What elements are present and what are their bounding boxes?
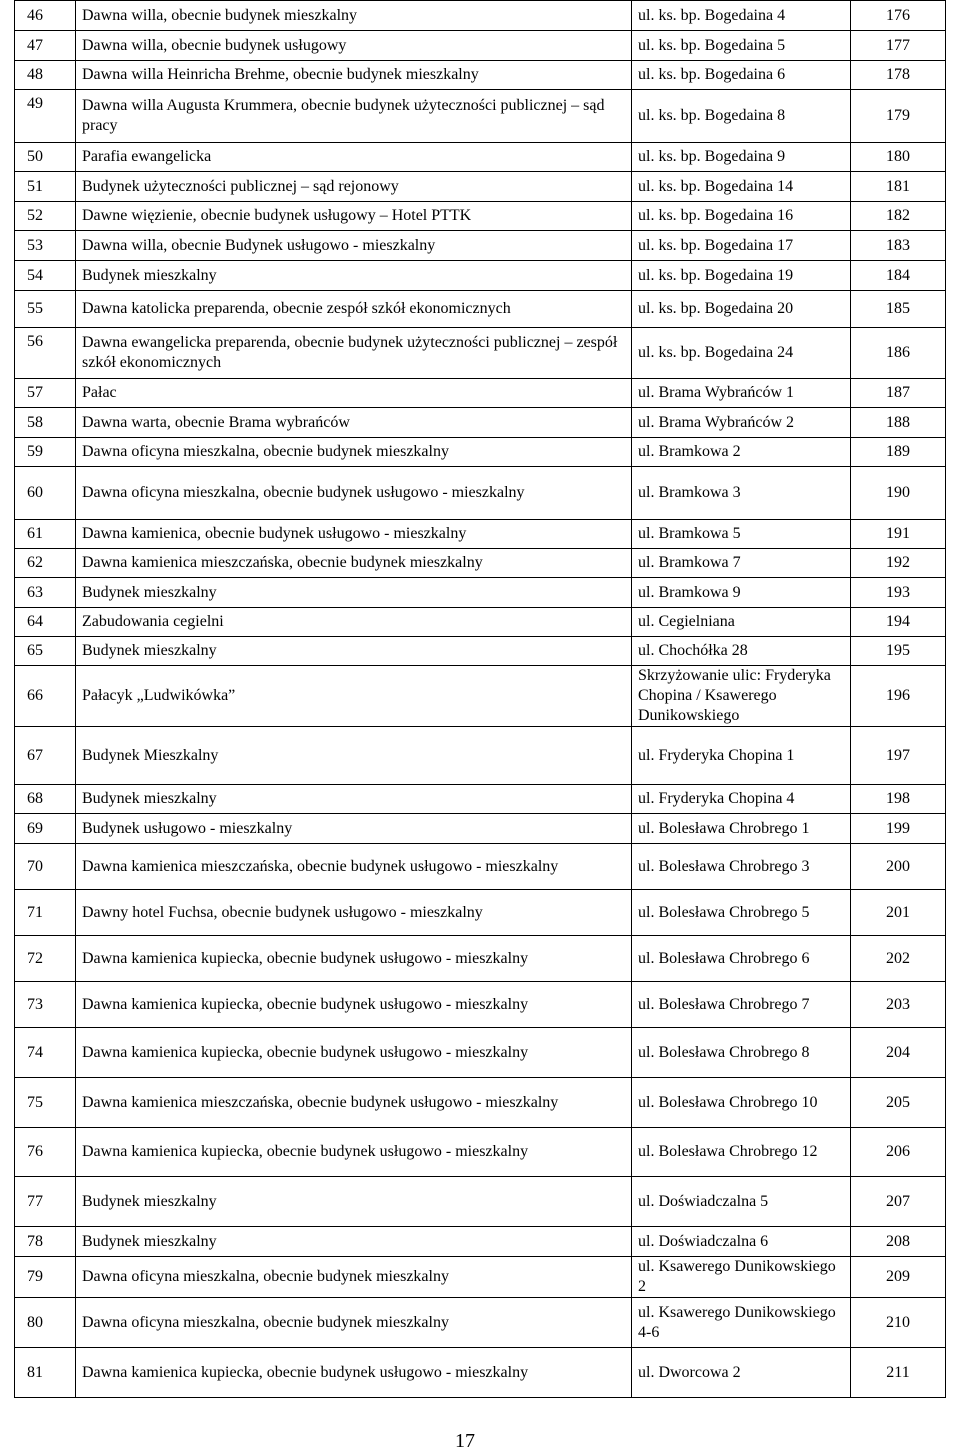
address-cell: ul. ks. bp. Bogedaina 14 (632, 172, 851, 202)
table-row (15, 549, 946, 578)
table-row (15, 261, 946, 291)
register-index-cell: 191 (851, 520, 946, 549)
register-index-cell: 197 (851, 727, 946, 785)
object-name-cell: Pałacyk „Ludwikówka” (76, 666, 632, 727)
object-name-cell: Budynek mieszkalny (76, 1227, 632, 1257)
row-number-cell: 51 (15, 172, 76, 202)
table-row (15, 379, 946, 408)
object-name-cell: Dawna kamienica kupiecka, obecnie budynek usługowo - mieszkalny (76, 982, 632, 1028)
row-number-cell: 68 (15, 785, 76, 814)
row-number-cell: 64 (15, 608, 76, 637)
object-name-cell: Budynek mieszkalny (76, 785, 632, 814)
row-number-cell: 75 (15, 1078, 76, 1128)
register-index-cell: 203 (851, 982, 946, 1028)
row-number-cell: 78 (15, 1227, 76, 1257)
row-number-cell: 56 (15, 328, 76, 379)
address-cell: ul. ks. bp. Bogedaina 9 (632, 143, 851, 172)
address-cell: ul. ks. bp. Bogedaina 16 (632, 202, 851, 231)
object-name-cell: Dawna kamienica, obecnie budynek usługowo - mieszkalny (76, 520, 632, 549)
address-cell: ul. Bolesława Chrobrego 10 (632, 1078, 851, 1128)
address-cell: ul. Fryderyka Chopina 1 (632, 727, 851, 785)
register-index-cell: 187 (851, 379, 946, 408)
table-row (15, 785, 946, 814)
table-row (15, 1348, 946, 1398)
row-number-cell: 53 (15, 231, 76, 261)
row-number-cell: 76 (15, 1128, 76, 1177)
row-number-cell: 65 (15, 637, 76, 666)
address-cell: ul. Ksawerego Dunikowskiego 4-6 (632, 1298, 851, 1348)
register-index-cell: 189 (851, 438, 946, 467)
register-index-cell: 202 (851, 936, 946, 982)
register-index-cell: 196 (851, 666, 946, 727)
address-cell: ul. Fryderyka Chopina 4 (632, 785, 851, 814)
object-name-cell: Dawna willa Heinricha Brehme, obecnie budynek mieszkalny (76, 61, 632, 90)
address-cell: ul. Cegielniana (632, 608, 851, 637)
object-name-cell: Parafia ewangelicka (76, 143, 632, 172)
table-row (15, 467, 946, 520)
table-row (15, 1177, 946, 1227)
table-row (15, 890, 946, 936)
row-number-cell: 60 (15, 467, 76, 520)
row-number-cell: 80 (15, 1298, 76, 1348)
row-number-cell: 49 (15, 90, 76, 143)
row-number-cell: 50 (15, 143, 76, 172)
register-index-cell: 211 (851, 1348, 946, 1398)
address-cell: ul. ks. bp. Bogedaina 6 (632, 61, 851, 90)
object-name-cell: Budynek mieszkalny (76, 637, 632, 666)
address-cell: Skrzyżowanie ulic: Fryderyka Chopina / Ksawerego Dunikowskiego (632, 666, 851, 727)
object-name-cell: Budynek Mieszkalny (76, 727, 632, 785)
address-cell: ul. ks. bp. Bogedaina 8 (632, 90, 851, 143)
table-row (15, 291, 946, 328)
object-name-cell: Budynek użyteczności publicznej – sąd rejonowy (76, 172, 632, 202)
table-row (15, 844, 946, 890)
address-cell: ul. ks. bp. Bogedaina 20 (632, 291, 851, 328)
row-number-cell: 57 (15, 379, 76, 408)
table-row (15, 408, 946, 438)
address-cell: ul. Bramkowa 7 (632, 549, 851, 578)
row-number-cell: 81 (15, 1348, 76, 1398)
address-cell: ul. ks. bp. Bogedaina 19 (632, 261, 851, 291)
register-index-cell: 206 (851, 1128, 946, 1177)
register-index-cell: 204 (851, 1028, 946, 1078)
row-number-cell: 74 (15, 1028, 76, 1078)
table-row (15, 727, 946, 785)
register-index-cell: 194 (851, 608, 946, 637)
address-cell: ul. Bramkowa 3 (632, 467, 851, 520)
table-row (15, 438, 946, 467)
table-row (15, 61, 946, 90)
object-name-cell: Dawna katolicka preparenda, obecnie zespół szkół ekonomicznych (76, 291, 632, 328)
object-name-cell: Budynek usługowo - mieszkalny (76, 814, 632, 844)
register-index-cell: 177 (851, 31, 946, 61)
object-name-cell: Dawna oficyna mieszkalna, obecnie budynek mieszkalny (76, 1298, 632, 1348)
row-number-cell: 63 (15, 578, 76, 608)
address-cell: ul. ks. bp. Bogedaina 17 (632, 231, 851, 261)
register-index-cell: 181 (851, 172, 946, 202)
row-number-cell: 73 (15, 982, 76, 1028)
register-index-cell: 180 (851, 143, 946, 172)
object-name-cell: Dawna oficyna mieszkalna, obecnie budynek mieszkalny (76, 438, 632, 467)
register-index-cell: 200 (851, 844, 946, 890)
object-name-cell: Budynek mieszkalny (76, 578, 632, 608)
table-row (15, 814, 946, 844)
row-number-cell: 58 (15, 408, 76, 438)
row-number-cell: 48 (15, 61, 76, 90)
table-row (15, 1078, 946, 1128)
register-index-cell: 198 (851, 785, 946, 814)
table-row (15, 520, 946, 549)
address-cell: ul. Bramkowa 5 (632, 520, 851, 549)
row-number-cell: 72 (15, 936, 76, 982)
address-cell: ul. Bolesława Chrobrego 7 (632, 982, 851, 1028)
table-row (15, 90, 946, 143)
row-number-cell: 66 (15, 666, 76, 727)
object-name-cell: Dawna kamienica mieszczańska, obecnie budynek usługowo - mieszkalny (76, 1078, 632, 1128)
register-index-cell: 205 (851, 1078, 946, 1128)
object-name-cell: Dawna ewangelicka preparenda, obecnie budynek użyteczności publicznej – zespół szkół ekonomicznych (76, 328, 632, 379)
table-row (15, 143, 946, 172)
row-number-cell: 61 (15, 520, 76, 549)
row-number-cell: 62 (15, 549, 76, 578)
row-number-cell: 52 (15, 202, 76, 231)
address-cell: ul. ks. bp. Bogedaina 4 (632, 1, 851, 31)
page-number: 17 (455, 1430, 475, 1452)
table-row (15, 31, 946, 61)
register-index-cell: 199 (851, 814, 946, 844)
table-row (15, 1, 946, 31)
register-index-cell: 186 (851, 328, 946, 379)
register-index-cell: 195 (851, 637, 946, 666)
row-number-cell: 55 (15, 291, 76, 328)
address-cell: ul. Bolesława Chrobrego 8 (632, 1028, 851, 1078)
address-cell: ul. Doświadczalna 5 (632, 1177, 851, 1227)
table-row (15, 936, 946, 982)
address-cell: ul. Brama Wybrańców 2 (632, 408, 851, 438)
address-cell: ul. ks. bp. Bogedaina 24 (632, 328, 851, 379)
object-name-cell: Dawna kamienica mieszczańska, obecnie budynek usługowo - mieszkalny (76, 844, 632, 890)
row-number-cell: 47 (15, 31, 76, 61)
object-name-cell: Dawna willa, obecnie budynek usługowy (76, 31, 632, 61)
address-cell: ul. Bramkowa 9 (632, 578, 851, 608)
row-number-cell: 79 (15, 1257, 76, 1298)
address-cell: ul. Dworcowa 2 (632, 1348, 851, 1398)
address-cell: ul. Bolesława Chrobrego 12 (632, 1128, 851, 1177)
address-cell: ul. Bolesława Chrobrego 6 (632, 936, 851, 982)
table-row (15, 982, 946, 1028)
register-index-cell: 183 (851, 231, 946, 261)
register-index-cell: 209 (851, 1257, 946, 1298)
table-row (15, 637, 946, 666)
object-name-cell: Dawna willa, obecnie Budynek usługowo - mieszkalny (76, 231, 632, 261)
object-name-cell: Dawne więzienie, obecnie budynek usługowy – Hotel PTTK (76, 202, 632, 231)
table-row (15, 231, 946, 261)
table-row (15, 1298, 946, 1348)
address-cell: ul. Bolesława Chrobrego 1 (632, 814, 851, 844)
object-name-cell: Budynek mieszkalny (76, 1177, 632, 1227)
table-row (15, 1028, 946, 1078)
register-index-cell: 193 (851, 578, 946, 608)
address-cell: ul. Ksawerego Dunikowskiego 2 (632, 1257, 851, 1298)
object-name-cell: Dawna oficyna mieszkalna, obecnie budynek usługowo - mieszkalny (76, 467, 632, 520)
register-index-cell: 176 (851, 1, 946, 31)
object-name-cell: Dawny hotel Fuchsa, obecnie budynek usługowo - mieszkalny (76, 890, 632, 936)
table-row (15, 608, 946, 637)
object-name-cell: Dawna kamienica kupiecka, obecnie budynek usługowo - mieszkalny (76, 1128, 632, 1177)
monument-register-table (14, 0, 946, 1398)
register-index-cell: 190 (851, 467, 946, 520)
row-number-cell: 59 (15, 438, 76, 467)
object-name-cell: Dawna willa, obecnie budynek mieszkalny (76, 1, 632, 31)
table-row (15, 1128, 946, 1177)
table-row (15, 1257, 946, 1298)
address-cell: ul. Bramkowa 2 (632, 438, 851, 467)
register-index-cell: 207 (851, 1177, 946, 1227)
address-cell: ul. Doświadczalna 6 (632, 1227, 851, 1257)
table-row (15, 578, 946, 608)
table-row (15, 202, 946, 231)
object-name-cell: Dawna kamienica mieszczańska, obecnie budynek mieszkalny (76, 549, 632, 578)
object-name-cell: Zabudowania cegielni (76, 608, 632, 637)
register-index-cell: 188 (851, 408, 946, 438)
table-row (15, 666, 946, 727)
table-body (15, 1, 946, 1398)
address-cell: ul. ks. bp. Bogedaina 5 (632, 31, 851, 61)
register-index-cell: 185 (851, 291, 946, 328)
register-index-cell: 184 (851, 261, 946, 291)
address-cell: ul. Brama Wybrańców 1 (632, 379, 851, 408)
row-number-cell: 70 (15, 844, 76, 890)
register-index-cell: 178 (851, 61, 946, 90)
object-name-cell: Pałac (76, 379, 632, 408)
object-name-cell: Dawna willa Augusta Krummera, obecnie budynek użyteczności publicznej – sąd pracy (76, 90, 632, 143)
table-row (15, 1227, 946, 1257)
register-index-cell: 208 (851, 1227, 946, 1257)
object-name-cell: Dawna warta, obecnie Brama wybrańców (76, 408, 632, 438)
table-row (15, 328, 946, 379)
object-name-cell: Dawna kamienica kupiecka, obecnie budynek usługowo - mieszkalny (76, 936, 632, 982)
row-number-cell: 67 (15, 727, 76, 785)
register-index-cell: 201 (851, 890, 946, 936)
address-cell: ul. Bolesława Chrobrego 5 (632, 890, 851, 936)
table-row (15, 172, 946, 202)
row-number-cell: 69 (15, 814, 76, 844)
register-index-cell: 210 (851, 1298, 946, 1348)
object-name-cell: Budynek mieszkalny (76, 261, 632, 291)
register-index-cell: 179 (851, 90, 946, 143)
address-cell: ul. Chochółka 28 (632, 637, 851, 666)
object-name-cell: Dawna kamienica kupiecka, obecnie budynek usługowo - mieszkalny (76, 1348, 632, 1398)
object-name-cell: Dawna kamienica kupiecka, obecnie budynek usługowo - mieszkalny (76, 1028, 632, 1078)
address-cell: ul. Bolesława Chrobrego 3 (632, 844, 851, 890)
register-index-cell: 182 (851, 202, 946, 231)
row-number-cell: 71 (15, 890, 76, 936)
row-number-cell: 77 (15, 1177, 76, 1227)
row-number-cell: 54 (15, 261, 76, 291)
register-index-cell: 192 (851, 549, 946, 578)
row-number-cell: 46 (15, 1, 76, 31)
object-name-cell: Dawna oficyna mieszkalna, obecnie budynek mieszkalny (76, 1257, 632, 1298)
